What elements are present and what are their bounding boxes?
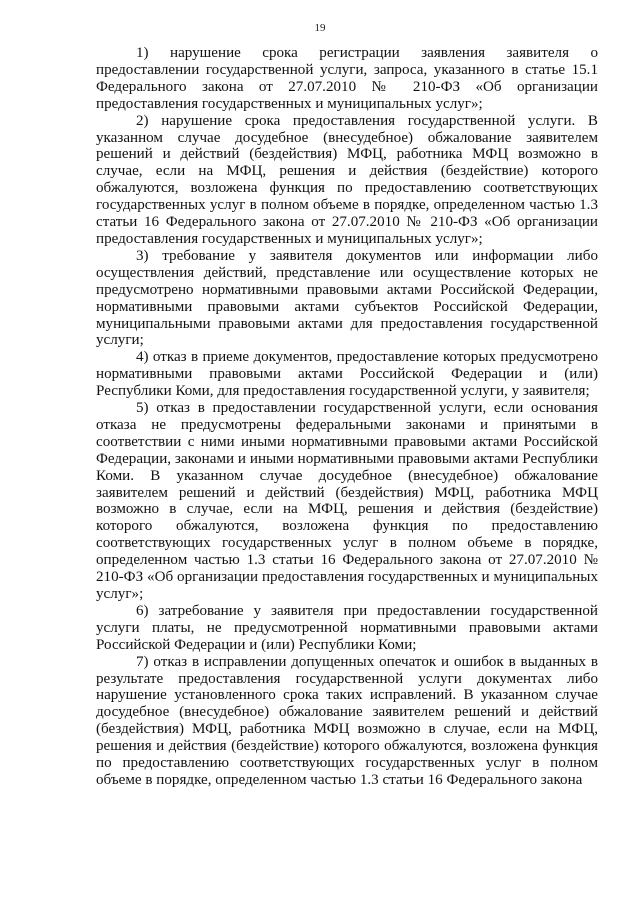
paragraph-item-7: 7) отказ в исправлении допущенных опечаток и ошибок в выданных в результате предоставления государственной услуги документах либо нарушение установленного срока таких исправлений. В указанном случае досудебное (внесудебное) обжалование заявителем решений и действий (бездействия) МФЦ, работника МФЦ возможно в случае, если на МФЦ, решения и действия (бездействие) которого обжалуются, возложена функция по предоставлению соответствующих государственных услуг в полном объеме в порядке, определенном частью 1.3 статьи 16 Федерального закона — [96, 653, 598, 788]
paragraph-item-3: 3) требование у заявителя документов или информации либо осуществления действий, представление или осуществление которых не предусмотрено нормативными правовыми актами Российской Федерации, нормативными правовыми актами субъектов Российской Федерации, муниципальными правовыми актами для предоставления государственной услуги; — [96, 247, 598, 349]
paragraph-item-1: 1) нарушение срока регистрации заявления заявителя о предоставлении государственной услуги, запроса, указанного в статье 15.1 Федерального закона от 27.07.2010 № 210-ФЗ «Об организации предоставления государственных и муниципальных услуг»; — [96, 45, 598, 112]
document-body — [96, 45, 598, 789]
paragraph-item-5: 5) отказ в предоставлении государственной услуги, если основания отказа не предусмотрены федеральными законами и принятыми в соответствии с ними иными нормативными правовыми актами Российской Федерации, законами и иными нормативными правовыми актами Республики Коми. В указанном случае досудебное (внесудебное) обжалование заявителем решений и действий (бездействия) МФЦ, работника МФЦ возможно в случае, если на МФЦ, решения и действия (бездействие) которого обжалуются, возложена функция по предоставлению соответствующих государственных услуг в полном объеме в порядке, определенном частью 1.3 статьи 16 Федерального закона от 27.07.2010 № 210-ФЗ «Об организации предоставления государственных и муниципальных услуг»; — [96, 400, 598, 602]
page-number: 19 — [314, 22, 326, 34]
paragraph-item-6: 6) затребование у заявителя при предоставлении государственной услуги платы, не предусмотренной нормативными правовыми актами Российской Федерации и (или) Республики Коми; — [96, 602, 598, 653]
paragraph-item-2: 2) нарушение срока предоставления государственной услуги. В указанном случае досудебное (внесудебное) обжалование заявителем решений и действий (бездействия) МФЦ, работника МФЦ возможно в случае, если на МФЦ, решения и действия (бездействие) которого обжалуются, возложена функция по предоставлению соответствующих государственных услуг в полном объеме в порядке, определенном частью 1.3 статьи 16 Федерального закона от 27.07.2010 № 210-ФЗ «Об организации предоставления государственных и муниципальных услуг»; — [96, 112, 598, 247]
paragraph-item-4: 4) отказ в приеме документов, предоставление которых предусмотрено нормативными правовыми актами Российской Федерации и (или) Республики Коми, для предоставления государственной услуги, у заявителя; — [96, 349, 598, 400]
